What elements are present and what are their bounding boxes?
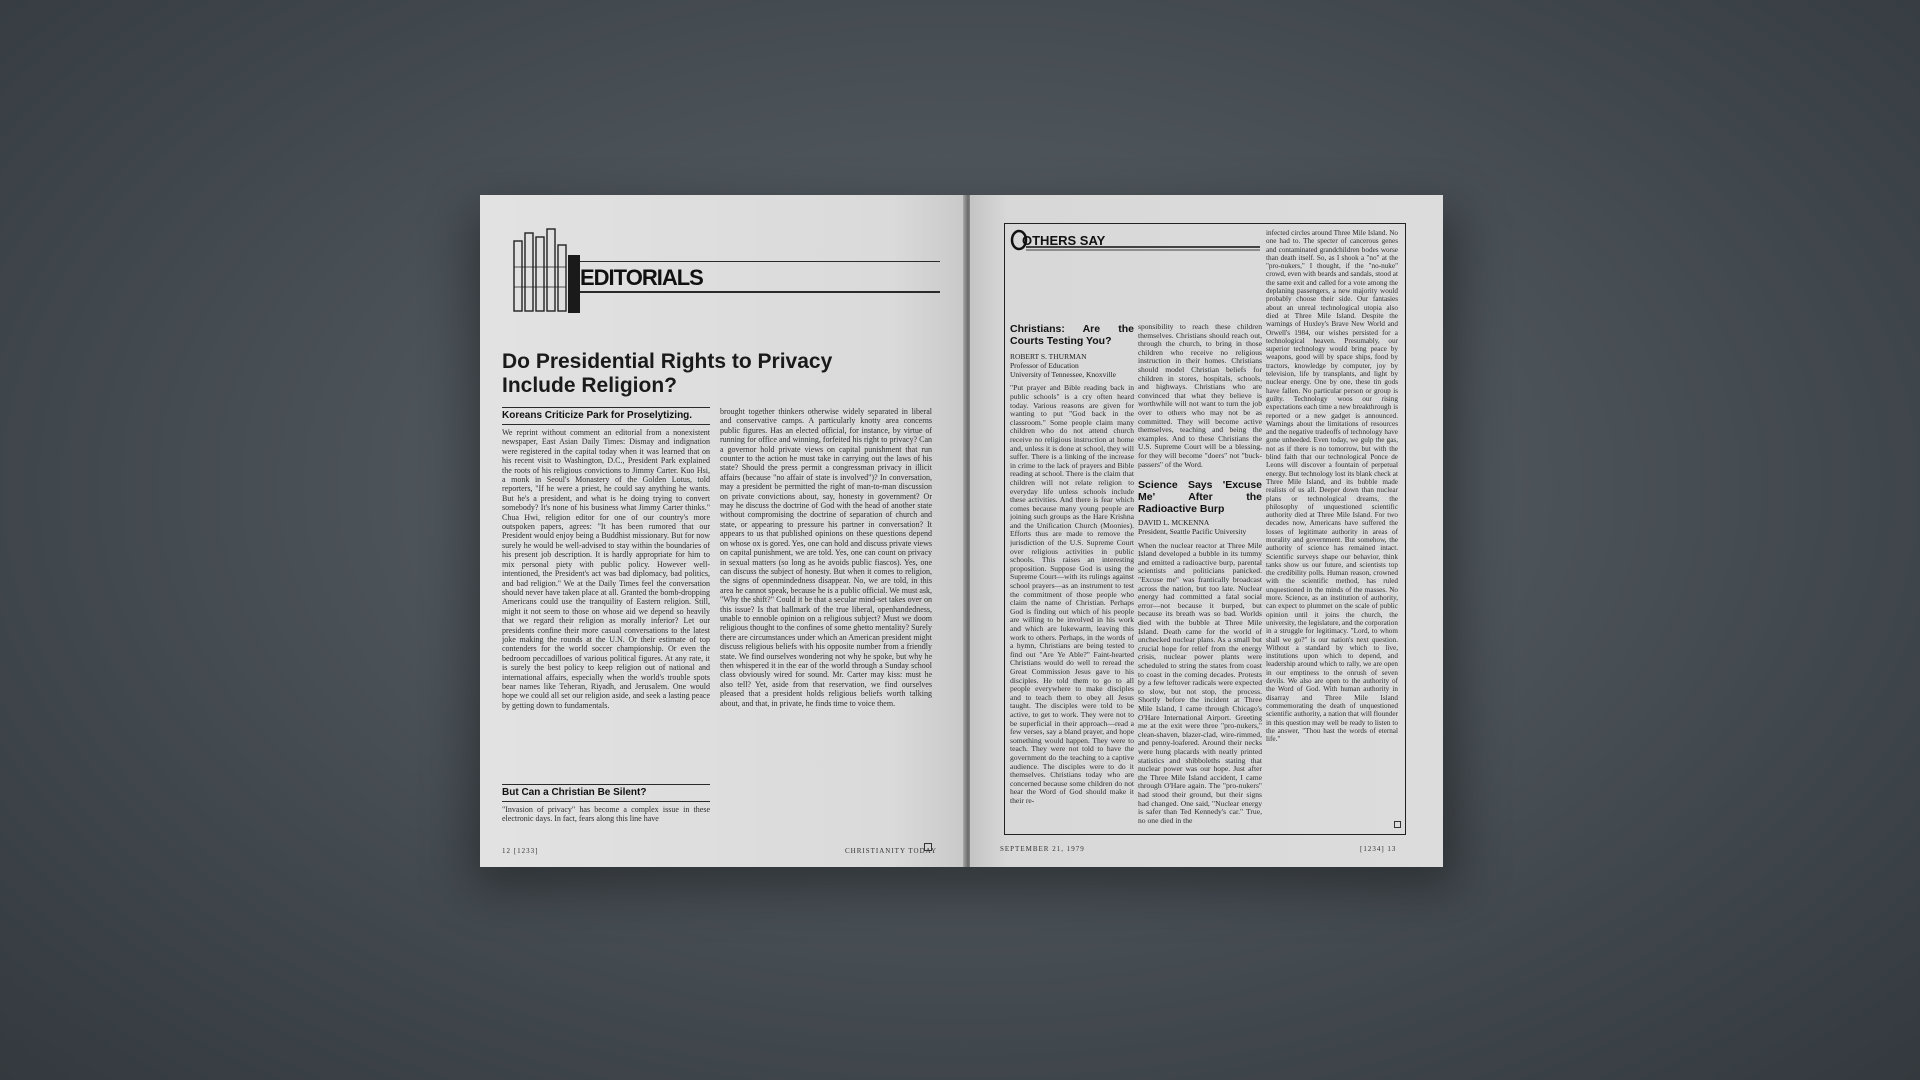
header-rule-bottom [580,291,940,293]
right-footer-page: [1234] 13 [1360,845,1397,853]
right-page [970,195,1443,867]
others-say-title: OTHERS SAY [1022,233,1106,248]
article1-title: Christians: Are the Courts Testing You? [1010,323,1134,347]
subhead-koreans: Koreans Criticize Park for Proselytizing. [502,410,693,421]
article1-body: "Put prayer and Bible reading back in public schools" is a cry often heard today. Various reasons are given for wanting to put "God back in the classroom." Some people claim many children who do not attend church receive no religious instruction at home and, unless it is done at school, they will suffer. There is a linking of the increase in crime to the lack of prayers and Bible reading at school. There is the claim that children will not relate religion to everyday life unless schools include these activities. And there is fear which comes because many young people are joining such groups as the Hare Krishna and the Unification Church (Moonies). Efforts thus are made to remove the jurisdiction of the U.S. Supreme Court over religious activities in public schools. This raises an interesting proposition. Suppose God is using the Supreme Court—with its rulings against school prayers—as an instrument to test the commitment of those people who claim the name of Christian. Perhaps God is finding out which of his people are willing to be involved in his work and which are lukewarm, leaving this work to others. Perhaps, in the words of a hymn, Christians are being tested to find out "Are Ye Able?" Faint-hearted Christians would do well to reread the Great Commission Jesus gave to his disciples. He told them to go to all people everywhere to make disciples and to teach them to obey all Jesus taught. The disciples were told to be active, to get to work. They were not to be superficial in their approach—read a few verses, say a bland prayer, and hope something would happen. They were to teach. They were not told to have the government do the teaching to a captive audience. The disciples were to do it themselves. Christians today who are concerned because some children do not hear the Word of God should make it their re- [1010,383,1134,805]
article1-body-cont: sponsibility to reach these children themselves. Christians should reach out, through the church, to bring in those children who receive no religious instruction in their homes. Christians should model Christian beliefs for children in stores, hospitals, schools, and highways. Christians who are convinced that what they believe is worthwhile will not want to turn the job over to others who may not be as committed. They will become active themselves, teaching and being the examples. And to these Christians the U.S. Supreme Court will be a blessing, for they will become "doers" not "buck-passers" of the Word. [1138,323,1262,469]
left-column-1 [502,407,710,849]
right-column-1 [1010,323,1134,828]
editorial-body-1-tail: "Invasion of privacy" has become a complex issue in these electronic days. In fact, fears along this line have [502,805,710,824]
editorial-body-2: brought together thinkers otherwise widely separated in liberal and conservative camps. A particularly knotty area concerns public figures. Has an elected official, for instance, by virtue of running for office and winning, forfeited his right to privacy? Can a governor hold private views on capital punishment that run counter to the action he must take in carrying out the laws of his state? Should the press permit a congressman privacy in illicit affairs (because "no affair of state is involved")? In conversation, may a president be permitted the right of man-to-man discussion on private convictions about, say, honesty in government? Or may he discuss the doctrine of God with the head of another state without compromising the doctrine of separation of church and state, or appearing to pressure his partner in conversation? It appears to us that published opinions on these questions depend on whose ox is gored. Yes, one can hold and discuss private views on capital punishment, we are told. Yes, one can count on privacy in sexual matters (so long as he avoids public fiascos). Yes, one can discuss the subject of honesty. But when it comes to religion, the signs of openmindedness disappear. No, we are told, in this area he cannot speak, because he is a public official. We must ask, "Why the shift?" Could it be that a secular mind-set takes over on this issue? Is that hallmark of the true liberal, openhandedness, unable to ennoble opinion on a religious subject? Must we doom religious thought to the confines of some ghetto mentality? Surely there are circumstances under which an American president might discuss religious beliefs with his opposite number from a friendly state. We find ourselves wondering not why he spoke, but why he then whispered it in the ear of the world through a Sunday school class obviously wired for sound. Mr. Carter may kiss: must he also tell? Yet, aside from that reservation, we find ourselves pleased that a president holds religious beliefs worth talking about, and that, in private, he finds time to voice them. [720,407,932,708]
article1-role2: University of Tennessee, Knoxville [1010,369,1116,379]
end-mark-icon-right [1394,821,1401,828]
subhead-christian: But Can a Christian Be Silent? [502,787,647,798]
article2-title: Science Says 'Excuse Me' After the Radioactive Burp [1138,479,1262,516]
article2-body: When the nuclear reactor at Three Mile Island developed a bubble in its tummy and emitted a radioactive burp, parental scientists and politicians panicked. "Excuse me" was frantically broadcast across the nation, but too late. Nuclear energy had committed a fatal social error—not because it burped, but because its breath was so bad. Worlds died with the bubble at Three Mile Island. Death came for the world of unchecked nuclear plans. As a small but crucial hope for relief from the energy crisis, nuclear power plants were scheduled to string the states from coast to coast in the coming decades. Protests by a few leftover radicals were expected to slow, but not stop, the process. Shortly before the incident at Three Mile Island, I came through Chicago's O'Hare International Airport. Greeting me at the exit were three "pro-nukers," clean-shaven, blazer-clad, wire-rimmed, and penny-loafered. Around their necks were hung placards with neatly printed statistics and shibboleths stating that nuclear power was our hope. Just after the Three Mile Island accident, I came through O'Hare again. The "pro-nukers" had stood their ground, but their signs had changed. One said, "Nuclear energy is safer than Ted Kennedy's car." True, no one died in the [1138,540,1262,825]
article2-body-cont: infected circles around Three Mile Island. No one had to. The specter of cancerous genes and contaminated grandchildren bodes worse than death itself. So, as I shook a "no" at the "pro-nukers," I thought, if the "no-nuke" crowd, even with beards and sandals, stood at the same exit and called for a vote among the deplaning passengers, a new majority would probably choose their side. Our fantasies about an unreal technological utopia also died at Three Mile Island. Despite the warnings of Huxley's Brave New World and Orwell's 1984, our wishes persisted for a technological heaven. Presumably, our superior technology would bring peace by weapons, good will by space ships, food by tractors, knowledge by computer, joy by television, life by transplants, and light by nuclear energy. One by one, these tin gods have fallen. No particular person or group is guilty. Technology woos our rising expectations each time a new breakthrough is reported or a new gadget is announced. Warnings about the limitations of resources and the negative tradeoffs of technology have gone unheeded. Even today, we gulp the gas, not as if there is no tomorrow, but with the blind faith that our technological Ponce de Leons will discover a fountain of perpetual energy. But technology lost its blank check at Three Mile Island, and its bubble made realists of us all. Deeper down than nuclear plans or technological dreams, the philosophy of unquestioned scientific authority died at Three Mile Island. For two decades now, Americans have suffered the losses of legitimate authority in areas of morality and government. But somehow, the authority of science has remained intact. Scientific surveys shape our behavior, think tanks show us our future, and scientists top the credibility polls. Human reason, crowned with the scientific method, has ruled unquestioned in the minds of the masses. No more. Science, as an institution of authority, can expect to plummet on the scale of public opinion until it joins the church, the university, the legislature, and the corporation in a struggle for legitimacy. "Lord, to whom shall we go?" is our nation's next question. Without a standard by which to live, institutions upon which to depend, and leadership around which to rally, we are open in our emptiness to the onrush of seven devils. We also are open to the authority of the Word of God. With human authority in disarray and Three Mile Island commemorating the death of unquestioned scientific authority, a nation that will flounder in this question may well be ready to listen to the answer, "Thou hast the words of eternal life." [1266,229,1398,744]
right-column-3 [1266,229,1398,829]
left-column-2 [720,407,932,849]
article1-author: ROBERT S. THURMAN [1010,352,1087,361]
headline: Do Presidential Rights to Privacy Include Religion? [502,350,833,397]
subhead-rule-d [502,801,710,802]
article2-role: President, Seattle Pacific University [1138,526,1247,536]
left-footer-title: CHRISTIANITY TODAY [845,847,938,855]
pens-logo-icon [510,227,580,315]
editorial-body-1: We reprint without comment an editorial from a nonexistent newspaper, East Asian Daily Times: Dismay and indignation were registered in the capital today when it was learned that on his recent visit to Washington, D.C., President Park explained the roots of his religious convictions to Jimmy Carter. Kuo Hsi, a monk in Seoul's Monastery of the Golden Lotus, told reporters, "If he were a priest, he could say anything he wants. But he's a president, and what is he doing trying to convert somebody? It's none of his business what Jimmy Carter thinks." Chua Hwi, religion editor for one of our country's more outspoken papers, agrees: "It has been rumored that our President would enjoy being a Buddhist missionary. But for now surely he would be well-advised to stay within the boundaries of his present job description. It is hardly appropriate for him to mix personal piety with public policy. However well-intentioned, the President's act was bad diplomacy, bad politics, and bad religion." We at the Daily Times feel the conversation should never have taken place at all. Granted the bomb-dropping Americans could use the tranquility of Eastern religion. Still, might it not seem to those on whose aid we depend so heavily that we regard their religion as morally inferior? Let our presidents confine their more casual conversations to the latest joke making the rounds at the U.N. Or their estimate of top contenders for the world soccer championship. Or even the bedroom peccadilloes of various political figures. At any rate, it is surely the best policy to keep religion out of national and international affairs, especially when the world's trouble spots bear names like Teheran, Riyadh, and Jerusalem. One would hope we could all set our religion aside, and seek a lasting peace by getting down to fundamentals. [502,428,710,710]
article1-role1: Professor of Education [1010,360,1079,370]
left-page [480,195,965,867]
section-title: EDITORIALS [580,265,703,290]
subhead-rule-c [502,784,710,785]
header-rule-top [580,261,940,262]
left-footer-page: 12 [1233] [502,847,539,855]
right-column-2 [1138,323,1262,828]
subhead-rule [502,407,710,408]
subhead-rule-b [502,424,710,425]
right-footer-date: SEPTEMBER 21, 1979 [1000,845,1085,853]
article2-author: DAVID L. MCKENNA [1138,518,1210,528]
